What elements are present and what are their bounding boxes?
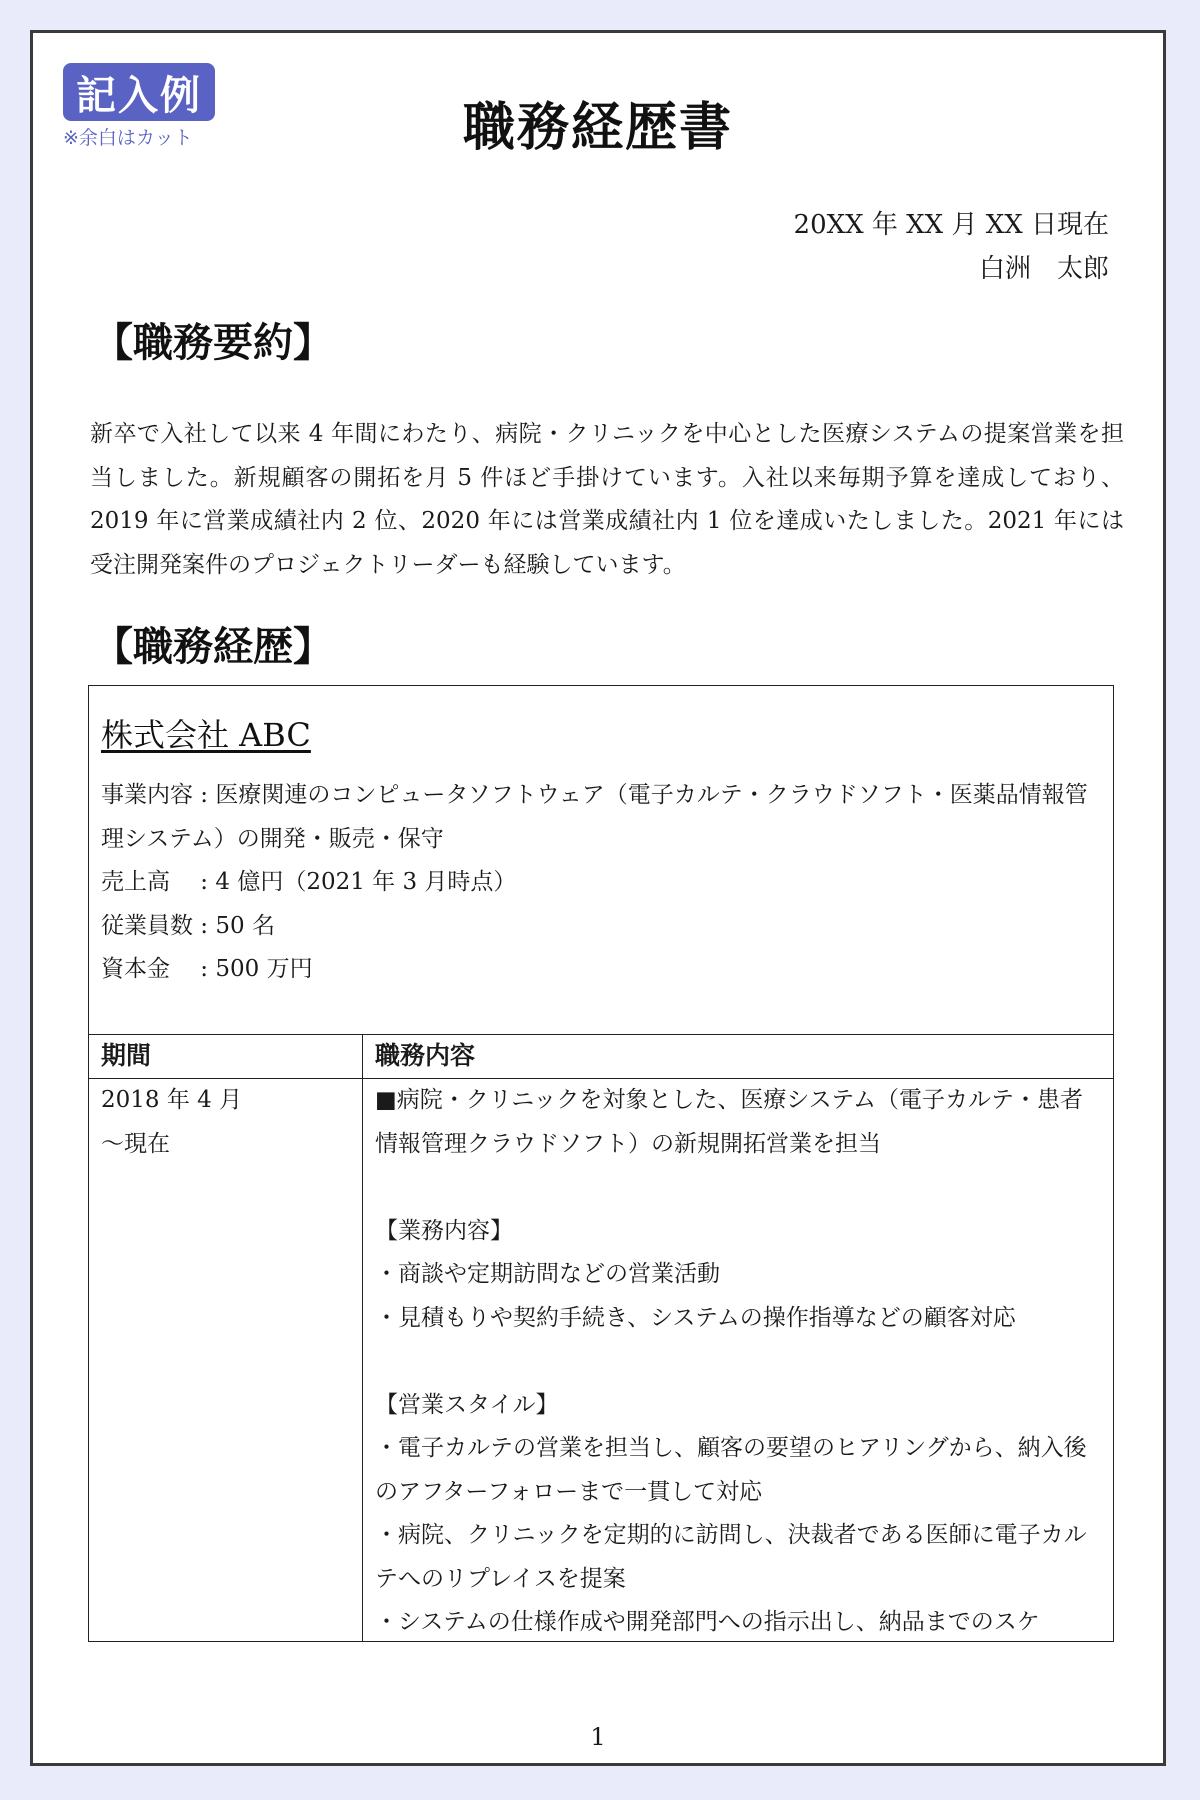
header-period: 期間: [89, 1035, 363, 1078]
duty-subheading-style: 【営業スタイル】: [375, 1391, 559, 1418]
sample-badge-label: 記入例: [63, 63, 215, 121]
duty-overview: ■病院・クリニックを対象とした、医療システム（電子カルテ・患者情報管理クラウドソフト）の新規開拓営業を担当: [375, 1087, 1084, 1157]
duty-cell: [363, 1079, 1113, 1641]
history-heading: 【職務経歴】: [93, 623, 333, 670]
document-author: 白洲 太郎: [978, 254, 1109, 284]
company-employees: 従業員数 : 50 名: [101, 912, 275, 939]
summary-text: 新卒で入社して以来 4 年間にわたり、病院・クリニックを中心とした医療システムの提案営業を担当しました。新規顧客の開拓を月 5 件ほど手掛けています。入社以来毎期予算を達成しており、2019 年に営業成績社内 2 位、2020 年には営業成績社内 1 位を達成いたしました。2021 年には受注開発案件のプロジェクトリーダーも経験しています。: [90, 421, 1124, 578]
company-name: 株式会社 ABC: [101, 716, 311, 754]
summary-heading: 【職務要約】: [93, 319, 333, 366]
document-page: [30, 30, 1166, 1766]
duty-spacer: [375, 1166, 1103, 1210]
period-start: 2018 年 4 月: [101, 1087, 243, 1113]
company-capital: 資本金 : 500 万円: [101, 956, 313, 982]
duty-subheading-tasks: 【業務内容】: [375, 1217, 513, 1244]
header-duty: 職務内容: [375, 1041, 476, 1070]
career-table: [88, 685, 1114, 1642]
company-info: [89, 686, 1113, 1035]
duty-item: ・見積もりや契約手続き、システムの操作指導などの顧客対応: [375, 1304, 1016, 1331]
sample-badge-note: ※余白はカット: [63, 127, 193, 149]
page-number: 1: [590, 1723, 606, 1751]
company-business: 事業内容 : 医療関連のコンピュータソフトウェア（電子カルテ・クラウドソフト・医薬品情報管理システム）の開発・販売・保守: [101, 782, 1088, 852]
duty-item: ・電子カルテの営業を担当し、顧客の要望のヒアリングから、納入後のアフターフォローまで一貫して対応: [375, 1435, 1087, 1505]
table-header-row: [89, 1035, 1113, 1079]
company-sales: 売上高 : 4 億円（2021 年 3 月時点）: [101, 869, 517, 895]
duty-spacer: [375, 1340, 1103, 1384]
document-date: 20XX 年 XX 月 XX 日現在: [793, 210, 1109, 240]
period-cell: [89, 1079, 363, 1641]
date-author-block: [794, 203, 1109, 291]
duty-item: ・システムの仕様作成や開発部門への指示出し、納品までのスケ: [375, 1609, 1040, 1635]
duty-item: ・商談や定期訪問などの営業活動: [375, 1261, 720, 1287]
duty-item: ・病院、クリニックを定期的に訪問し、決裁者である医師に電子カルテへのリプレイスを提案: [375, 1522, 1087, 1592]
document-title: 職務経歴書: [462, 97, 733, 158]
table-row: [89, 1079, 1113, 1641]
period-end: ～現在: [101, 1130, 170, 1157]
